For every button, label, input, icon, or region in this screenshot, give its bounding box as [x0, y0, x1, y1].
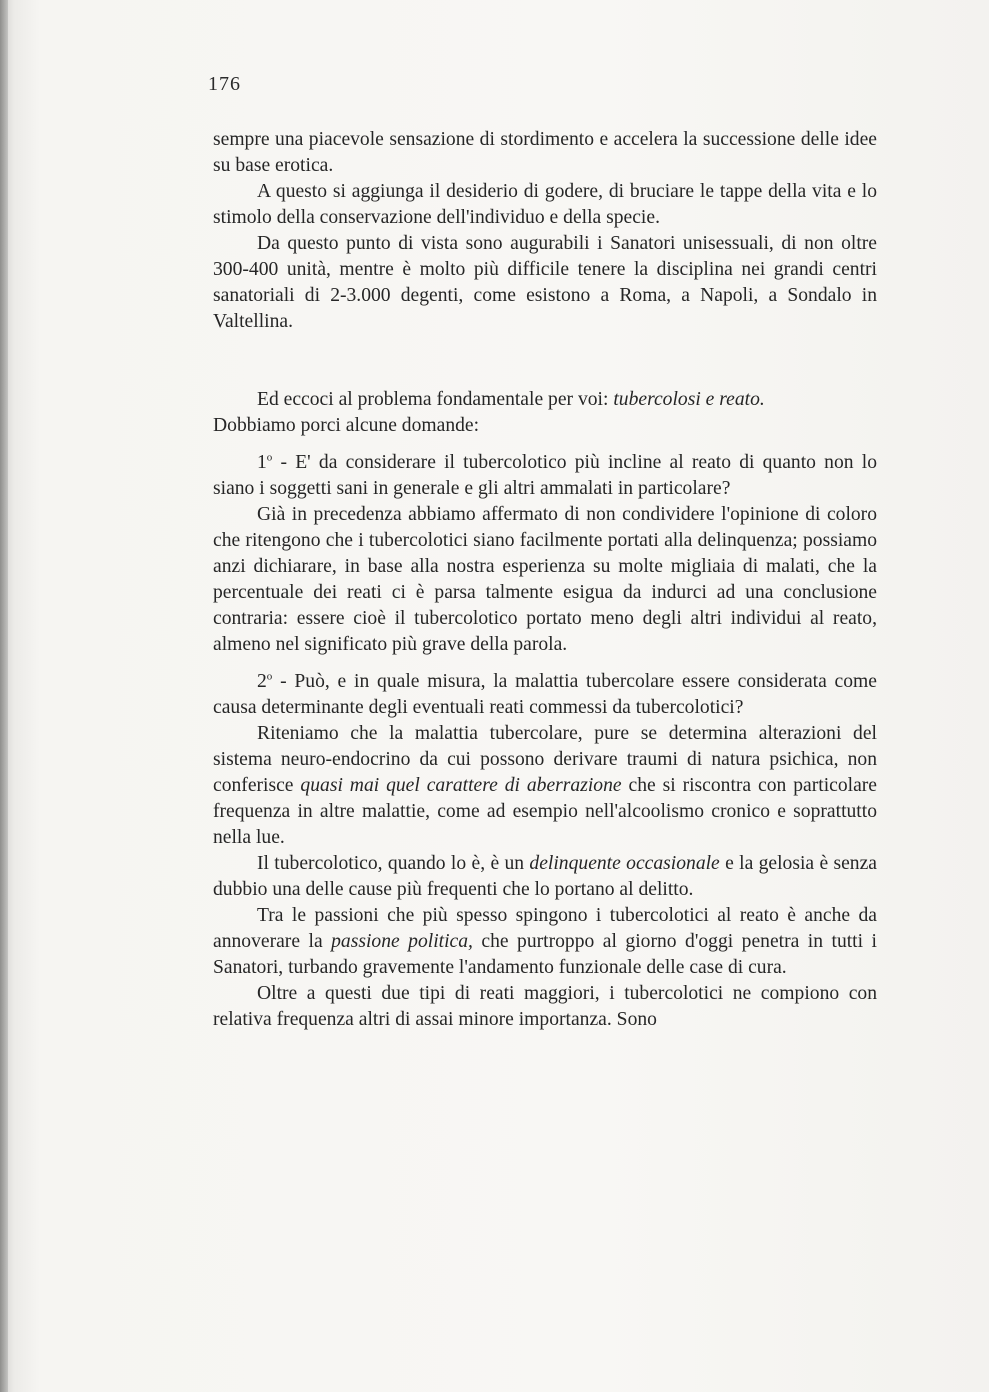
question-text: - E' da considerare il tubercolotico più incline al reato di quanto non lo siano i soggetti sani in generale e gli altri ammalati in particolare?: [213, 452, 877, 499]
text-run: che si riscontra con particolare frequenza in altre malattie, come ad esempio nell'alcoolismo cronico e soprattutto nella lue.: [213, 775, 878, 848]
question-text: - Può, e in quale misura, la malattia tubercolare essere considerata come causa determinante degli eventuali reati commessi da tubercolotici?: [213, 671, 877, 718]
paragraph: sempre una piacevole sensazione di stordimento e accelera la successione delle idee su base erotica.: [213, 129, 877, 176]
emphasis-text: tubercolosi e reato.: [613, 389, 765, 410]
paragraph: Oltre a questi due tipi di reati maggiori, i tubercolotici ne compiono con relativa frequenza altri di assai minore importanza. Sono: [213, 983, 877, 1030]
numbered-question: [213, 669, 877, 721]
emphasis-text: quasi mai quel carattere di aberrazione: [300, 775, 622, 796]
question-number: 2: [257, 671, 267, 692]
text-run: Riteniamo che la malattia tubercolare, pure se determina alterazioni del sistema neuro-endocrino da cui possono derivare traumi di natura psichica, non conferisce: [213, 723, 877, 796]
emphasis-text: delinquente occasionale: [529, 853, 720, 874]
paragraph: [213, 903, 877, 981]
paragraph: [213, 387, 877, 413]
paragraph: [213, 721, 877, 851]
text-run: che purtroppo al giorno d'oggi penetra in tutti i Sanatori, turbando gravemente l'andamento funzionale delle case di cura.: [213, 931, 877, 978]
paragraph: Dobbiamo porci alcune domande:: [213, 415, 480, 436]
paragraph: [213, 851, 877, 903]
ordinal-indicator: o: [266, 451, 273, 464]
paragraph: A questo si aggiunga il desiderio di godere, di bruciare le tappe della vita e lo stimolo della conservazione dell'individuo e della specie.: [213, 181, 877, 228]
body-text: [213, 127, 877, 1033]
text-run: Tra le passioni che più spesso spingono i tubercolotici al reato è anche da annoverare la: [213, 905, 877, 952]
question-number: 1: [257, 452, 267, 473]
text-run: Ed eccoci al problema fondamentale per voi:: [257, 389, 614, 410]
emphasis-text: passione politica,: [331, 931, 473, 952]
text-run: e la gelosia è senza dubbio una delle cause più frequenti che lo portano al delitto.: [213, 853, 877, 900]
numbered-question: [213, 450, 877, 502]
paragraph: Già in precedenza abbiamo affermato di non condividere l'opinione di coloro che ritengono che i tubercolotici siano facilmente portati alla delinquenza; possiamo anzi dichiarare, in base alla nostra esperienza su molte migliaia di malati, che la percentuale dei reati ci è parsa talmente esigua da indurci ad una conclusione contraria: essere cioè il tubercolotico portato meno degli altri individui al reato, almeno nel significato più grave della parola.: [213, 504, 877, 655]
paragraph: Da questo punto di vista sono augurabili i Sanatori unisessuali, di non oltre 300-400 unità, mentre è molto più difficile tenere la disciplina nei grandi centri sanatoriali di 2-3.000 degenti, come esistono a Roma, a Napoli, a Sondalo in Valtellina.: [213, 233, 877, 332]
page-number: 176: [208, 73, 241, 95]
text-run: Il tubercolotico, quando lo è, è un: [257, 853, 530, 874]
ordinal-indicator: o: [266, 670, 273, 683]
